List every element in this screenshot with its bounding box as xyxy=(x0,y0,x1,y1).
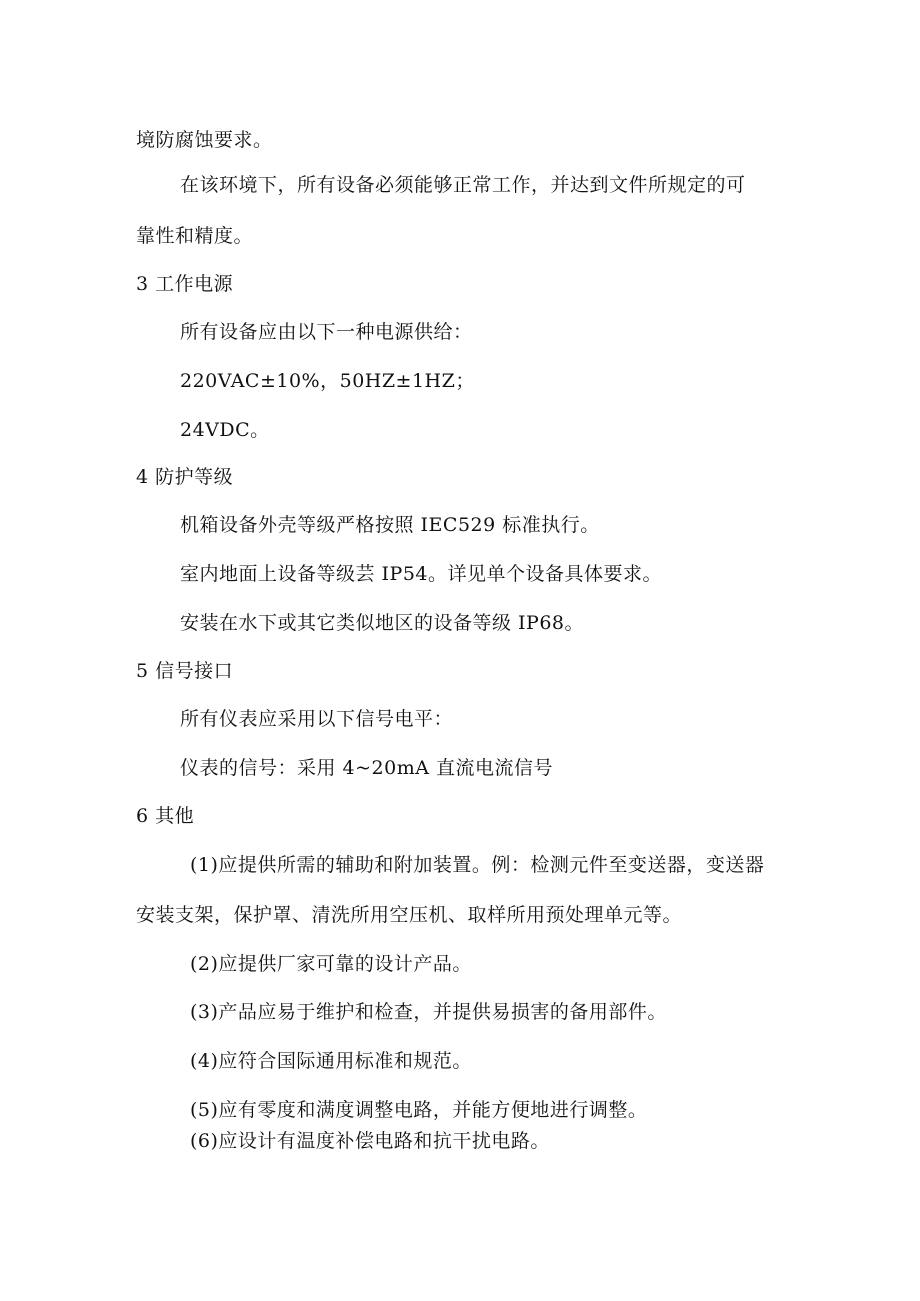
list-item: (6)应设计有温度补偿电路和抗干扰电路。 xyxy=(190,1130,550,1152)
list-item: (3)产品应易于维护和检查，并提供易损害的备用部件。 xyxy=(190,1001,667,1023)
paragraph-line: 220VAC±10%，50HZ±1HZ； xyxy=(180,370,475,392)
section-heading: 4 防护等级 xyxy=(136,466,234,488)
paragraph-line: 仪表的信号：采用 4~20mA 直流电流信号 xyxy=(180,757,554,779)
paragraph-line: 室内地面上设备等级芸 IP54。详见单个设备具体要求。 xyxy=(180,563,663,585)
section-heading: 3 工作电源 xyxy=(136,273,234,295)
section-heading: 5 信号接口 xyxy=(136,660,234,682)
paragraph-line: 机箱设备外壳等级严格按照 IEC529 标准执行。 xyxy=(180,514,600,536)
section-heading: 6 其他 xyxy=(136,805,195,827)
paragraph-line: 安装支架，保护罩、清洗所用空压机、取样所用预处理单元等。 xyxy=(136,904,683,926)
paragraph-line: 靠性和精度。 xyxy=(136,225,254,247)
paragraph-line: 24VDC。 xyxy=(180,419,270,441)
paragraph-line: 境防腐蚀要求。 xyxy=(136,129,273,151)
list-item: (4)应符合国际通用标准和规范。 xyxy=(190,1050,472,1072)
paragraph-line: 在该环境下，所有设备必须能够正常工作，并达到文件所规定的可 xyxy=(180,174,746,196)
paragraph-line: 所有仪表应采用以下信号电平： xyxy=(180,708,454,730)
list-item: (1)应提供所需的辅助和附加装置。例：检测元件至变送器，变送器 xyxy=(190,854,765,876)
paragraph-line: 安装在水下或其它类似地区的设备等级 IP68。 xyxy=(180,612,585,634)
list-item: (5)应有零度和满度调整电路，并能方便地进行调整。 xyxy=(190,1099,648,1121)
paragraph-line: 所有设备应由以下一种电源供给： xyxy=(180,321,473,343)
list-item: (2)应提供厂家可靠的设计产品。 xyxy=(190,953,472,975)
